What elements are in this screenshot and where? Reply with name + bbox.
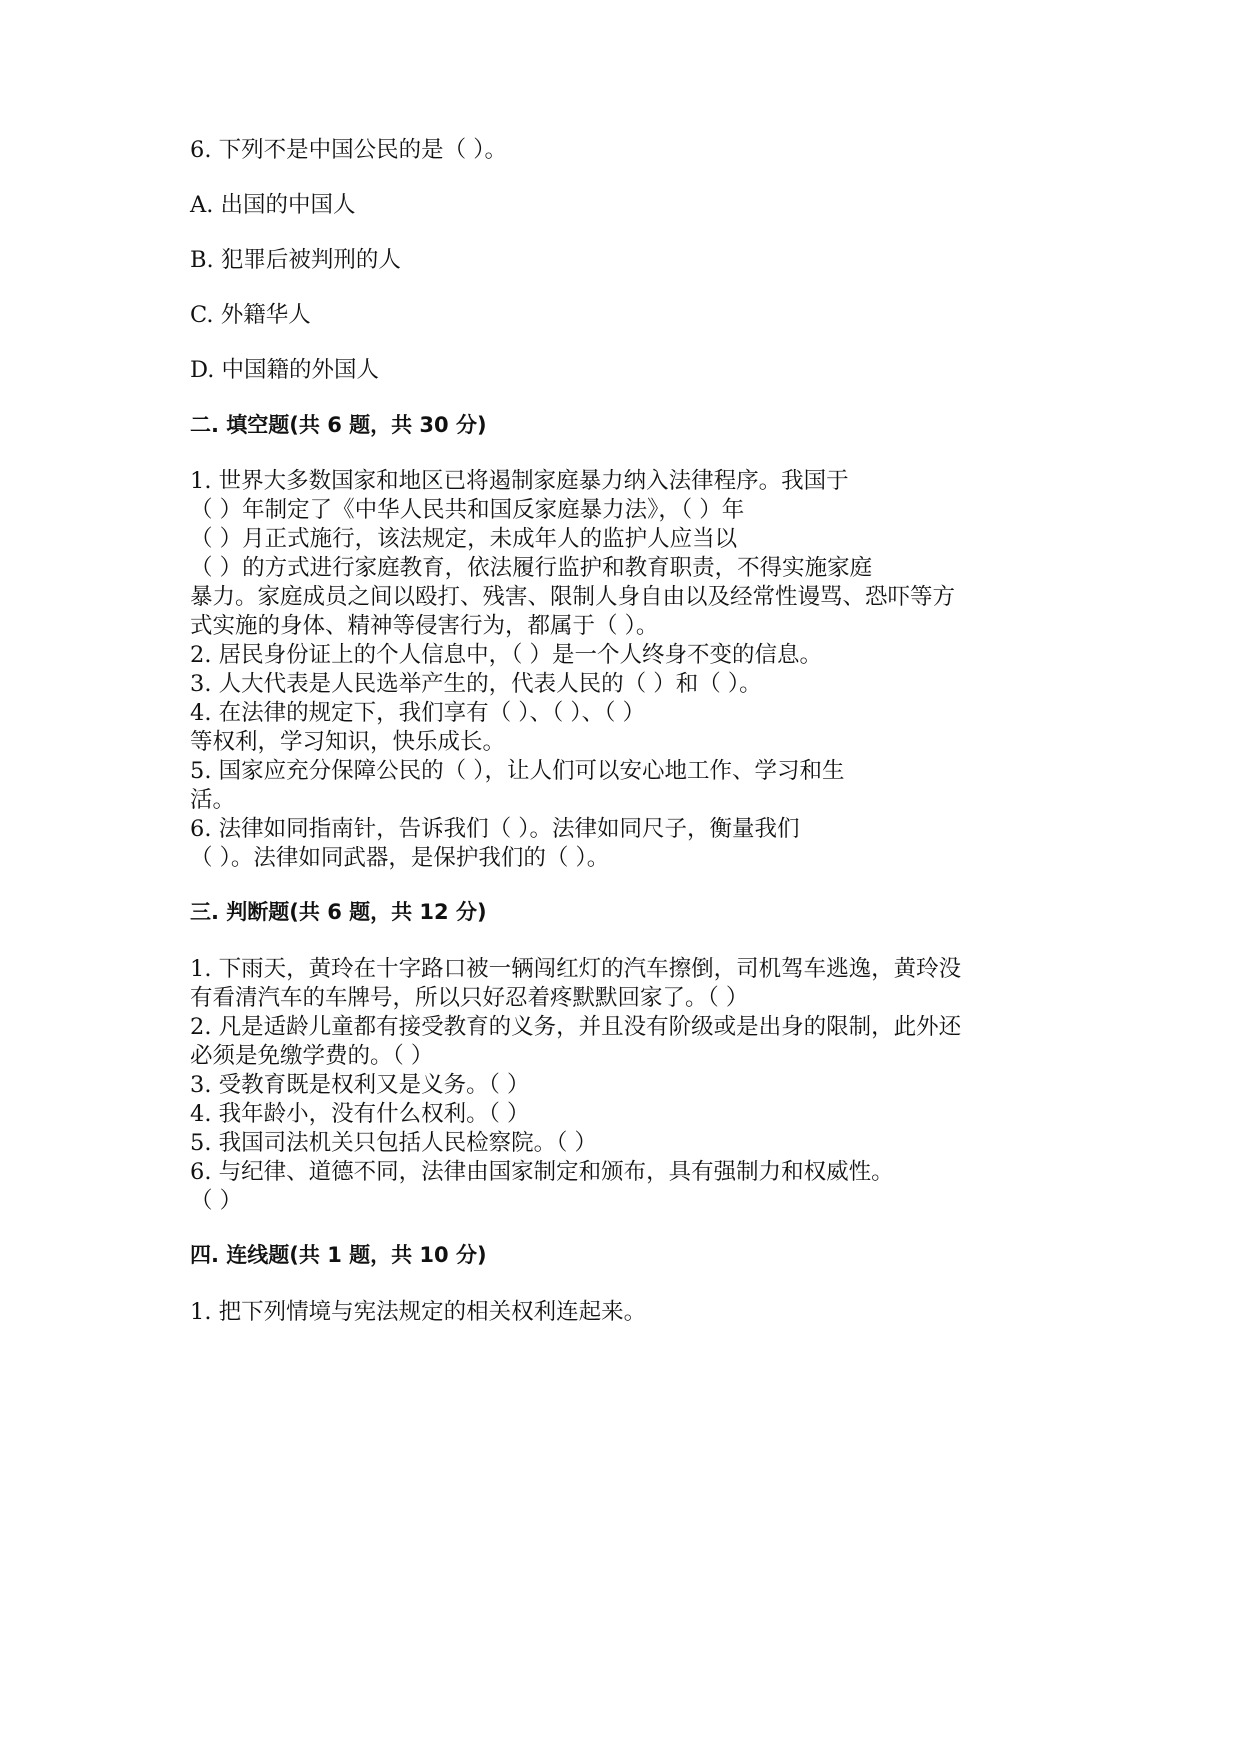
judge-line: 6. 与纪律、道德不同，法律由国家制定和颁布，具有强制力和权威性。 [190, 1159, 894, 1185]
fill-line: 式实施的身体、精神等侵害行为，都属于（ ）。 [190, 613, 659, 639]
fill-line: 2. 居民身份证上的个人信息中，（ ）是一个人终身不变的信息。 [190, 642, 823, 668]
judge-line: 有看清汽车的车牌号，所以只好忍着疼默默回家了。（ ） [190, 985, 749, 1011]
judge-line: （ ） [190, 1188, 243, 1214]
match-line: 1. 把下列情境与宪法规定的相关权利连起来。 [190, 1299, 647, 1325]
mc-option-c: C. 外籍华人 [190, 302, 311, 328]
judge-line: 2. 凡是适龄儿童都有接受教育的义务，并且没有阶级或是出身的限制，此外还 [190, 1014, 962, 1040]
judge-line: 必须是免缴学费的。（ ） [190, 1043, 434, 1069]
fill-line: 3. 人大代表是人民选举产生的，代表人民的（ ）和（ ）。 [190, 671, 762, 697]
fill-line: 4. 在法律的规定下，我们享有（ ）、（ ）、（ ） [190, 700, 646, 726]
fill-line: （ ）的方式进行家庭教育，依法履行监护和教育职责，不得实施家庭 [190, 555, 873, 581]
judge-line: 4. 我年龄小，没有什么权利。（ ） [190, 1101, 530, 1127]
fill-line: （ ）年制定了《中华人民共和国反家庭暴力法》，（ ）年 [190, 497, 745, 523]
fill-line: 等权利，学习知识，快乐成长。 [190, 729, 506, 755]
fill-line: 活。 [190, 787, 236, 813]
fill-line: （ ）月正式施行，该法规定，未成年人的监护人应当以 [190, 526, 738, 552]
match-section-heading: 四. 连线题(共 1 题，共 10 分) [190, 1243, 487, 1267]
judge-line: 1. 下雨天，黄玲在十字路口被一辆闯红灯的汽车擦倒，司机驾车逃逸，黄玲没 [190, 956, 962, 982]
fill-line: （ ）。法律如同武器，是保护我们的（ ）。 [190, 845, 610, 871]
judge-line: 3. 受教育既是权利又是义务。（ ） [190, 1072, 530, 1098]
fill-section-heading: 二. 填空题(共 6 题，共 30 分) [190, 413, 487, 437]
judge-line: 5. 我国司法机关只包括人民检察院。（ ） [190, 1130, 598, 1156]
fill-line: 5. 国家应充分保障公民的（ ），让人们可以安心地工作、学习和生 [190, 758, 845, 784]
fill-line: 暴力。家庭成员之间以殴打、残害、限制人身自由以及经常性谩骂、恐吓等方 [190, 584, 956, 610]
fill-line: 6. 法律如同指南针，告诉我们（ ）。法律如同尺子，衡量我们 [190, 816, 800, 842]
mc-option-d: D. 中国籍的外国人 [190, 357, 380, 383]
mc-question-stem: 6. 下列不是中国公民的是（ ）。 [190, 137, 508, 163]
mc-option-b: B. 犯罪后被判刑的人 [190, 247, 401, 273]
mc-option-a: A. 出国的中国人 [190, 192, 356, 218]
fill-line: 1. 世界大多数国家和地区已将遏制家庭暴力纳入法律程序。我国于 [190, 468, 849, 494]
judge-section-heading: 三. 判断题(共 6 题，共 12 分) [190, 900, 487, 924]
